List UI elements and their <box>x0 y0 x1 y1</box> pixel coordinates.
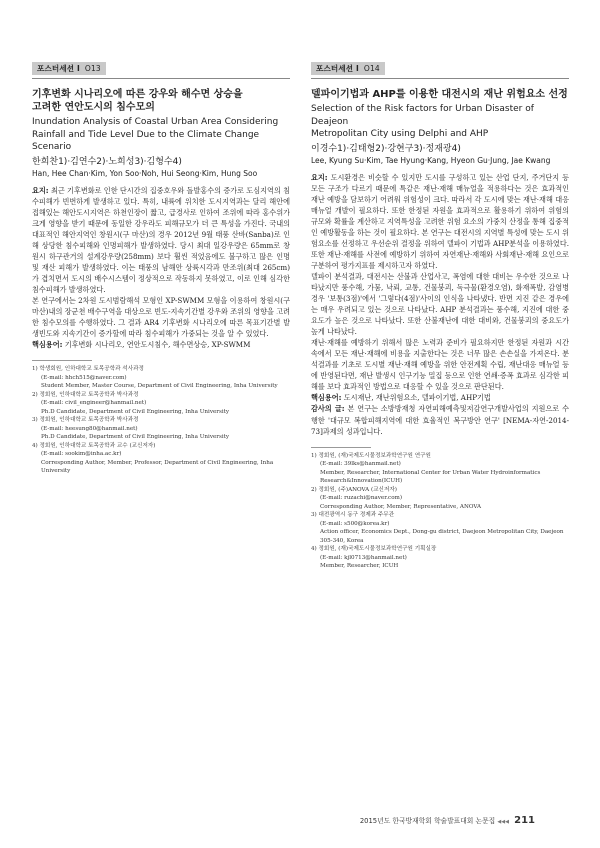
article-title-ko: 델파이기법과 AHP를 이용한 대전시의 재난 위험요소 선정 <box>311 89 568 100</box>
footnote <box>32 416 290 442</box>
footnote-head <box>32 442 290 451</box>
right-article <box>311 56 569 571</box>
session-header <box>32 56 290 75</box>
footnote-line: Member, Researcher, International Center for Urban Water Hydroinformatics Research&Innovation(ICUH) <box>320 469 541 485</box>
left-article <box>32 56 290 476</box>
footnote-line: Member, Researcher, ICUH <box>320 563 399 570</box>
footnote-number: 1) <box>311 452 317 459</box>
session-label: 포스터세션 Ⅰ O13 <box>32 62 106 75</box>
footnote-affiliation: 정회원, (주)ANOVA (교신저자) <box>318 486 397 493</box>
authors-ko: 한희찬1)·김연수2)·노희성3)·김형수4) <box>32 156 182 167</box>
article-title-en: Selection of the Risk factors for Urban Disaster of Deajeon Metropolitan City using Delphi and AHP <box>311 104 534 139</box>
footnote-number: 1) <box>32 366 38 373</box>
authors-en: Lee, Kyung Su·Kim, Tae Hyung·Kang, Hyeon Gu·Jung, Jae Kwang <box>311 155 551 165</box>
session-label: 포스터세션 Ⅰ O14 <box>311 62 385 75</box>
acknowledgement: 감사의 글: 본 연구는 소방방재청 자연피해예측및저감연구개발사업의 지원으로 수행한 '대규모 복합피해지역에 대한 효율적인 복구방안 연구' [NEMA-자연-2014-73]과제의 성과입니다. <box>311 404 569 436</box>
footnote-head <box>32 391 290 400</box>
footnote-affiliation: 정회원, 인하대학교 토목공학과 박사과정 <box>39 417 139 424</box>
footnote <box>311 486 569 512</box>
footnote-line: Action officer, Economics Dept., Dong-gu district, Daejeon Metropolitan City, Daejeon 305-340, Korea <box>320 529 564 544</box>
footnote-rule <box>311 447 371 448</box>
footnote-line: (E-mail: hhch515@naver.com) <box>41 374 127 381</box>
footnote-head <box>32 365 290 374</box>
footnote-number: 3) <box>32 417 38 424</box>
footnote-number: 4) <box>311 546 317 553</box>
footnote-line: (E-mail: sookim@inha.ac.kr) <box>41 451 122 458</box>
footnote-line: (E-mail: 39lks@hanmail.net) <box>320 461 401 468</box>
conference-name: 2015년도 한국방재학회 학술발표대회 논문집 <box>359 817 496 825</box>
footnote-line: Ph.D Candidate, Department of Civil Engineering, Inha University <box>41 408 230 415</box>
article-title-ko: 기후변화 시나리오에 따른 강우와 해수면 상승을 고려한 연안도시의 침수모의 <box>32 89 243 113</box>
footnote-line: (E-mail: kjl0713@hanmail.net) <box>320 554 407 561</box>
page-footer <box>360 815 535 826</box>
footnote <box>32 391 290 417</box>
footnote <box>311 511 569 545</box>
footnote-line: (E-mail: s500@korea.kr) <box>320 520 390 527</box>
header-rule <box>311 78 569 79</box>
footnote-affiliation: 정회원, (재)국제도시물정보과학연구원 기획실장 <box>318 546 437 553</box>
footnote-affiliation: 정회원, (재)국제도시물정보과학연구원 연구원 <box>318 452 431 459</box>
footnote-affiliation: 학생회원, 인하대학교 토목공학과 석사과정 <box>39 366 144 373</box>
page-number: 211 <box>514 815 535 826</box>
footnote-head <box>311 511 569 520</box>
header-rule <box>32 78 290 79</box>
keywords: 핵심용어: 기후변화 시나리오, 연안도시침수, 해수면상승, XP-SWMM <box>32 340 251 350</box>
footnote-affiliation: 대전광역시 동구 경제과 주무관 <box>318 512 395 519</box>
footnote-number: 2) <box>311 486 317 493</box>
footnote-head <box>311 486 569 495</box>
session-header <box>311 56 569 75</box>
footnote <box>311 452 569 486</box>
footnote-affiliation: 정회원, 인하대학교 토목공학과 박사과정 <box>39 391 139 398</box>
footnote-number: 3) <box>311 512 317 519</box>
article-title-en: Inundation Analysis of Coastal Urban Area Considering Rainfall and Tide Level Due to the Climate Change Scenario <box>32 117 279 152</box>
authors-en: Han, Hee Chan·Kim, Yon Soo·Noh, Hui Seong·Kim, Hung Soo <box>32 168 258 178</box>
footnote-line: (E-mail: ruzachi@naver.com) <box>320 495 403 502</box>
footnote-number: 2) <box>32 391 38 398</box>
footnote-rule <box>32 360 92 361</box>
footnote-line: Ph.D Candidate, Department of Civil Engineering, Inha University <box>41 434 230 441</box>
authors-ko: 이경수1)·김태형2)·강현구3)·정재광4) <box>311 143 461 154</box>
footnote-head <box>32 416 290 425</box>
footnote-head <box>311 545 569 554</box>
footnote-line: Corresponding Author, Member, Representative, ANOVA <box>320 503 482 510</box>
footnotes <box>32 365 290 476</box>
abstract: 요지: 최근 기후변화로 인한 단시간의 집중호우와 돌발홍수의 증가로 도심지역의 침수피해가 빈번하게 발생하고 있다. 특히, 내륙에 위치한 도시지역과는 달리 해안에 접해있는 해안도시지역은 하천인장이 짧고, 급경사로 인하여 조위에 따라 홍수위가 크게 영향을 받기 때문에 동일한 강우라도 피해규모가 더 큰 특성을 가진다. 국내의 대표적인 해안지역인 창원시(구 마산)의 경우 2012년 9월 태풍 산바(Sanba)로 인해 상당한 침수피해와 인명피해가 발생하였다. 당시 최대 일강우량은 65mm로 창원시 하구관거의 설계강우량(258mm) 보다 훨씬 적었음에도 불구하고 많은 인명 및 재산 피해가 발생하였다. 이는 태풍의 남해안 상륙시각과 만조위(최대 265cm)가 겹치면서 도시의 배수시스템이 정상적으로 작동하지 못하였고, 이로 인해 심각한 침수피해가 발생하였다. 본 연구에서는 2차원 도시범람해석 모형인 XP-SWMM 모형을 이용하여 창원시(구 마산)내의 장군천 배수구역을 대상으로 빈도-지속기간별 강우와 조위의 영향을 고려한 침수모의를 수행하였다. 그 결과 AR4 기후변화 시나리오에 따른 목표기간별 발생빈도와 지속기간이 증가할에 따라 침수피해가 가중되는 것을 알 수 있었다. 핵심용어: 기후변화 시나리오, 연안도시침수, 해수면상승, XP-SWMM <box>32 185 290 350</box>
footnote-line: Student Member, Master Course, Department of Civil Engineering, Inha University <box>41 383 278 390</box>
footnotes <box>311 452 569 571</box>
footnote-head <box>311 452 569 461</box>
footnote-number: 4) <box>32 442 38 449</box>
footnote <box>32 442 290 476</box>
footnote-line: (E-mail: civil_engineer@hanmail.net) <box>41 400 147 407</box>
footnote <box>311 545 569 571</box>
footnote-affiliation: 정회원, 인하대학교 토목공학과 교수 (교신저자) <box>39 442 156 449</box>
footer-marks: ◀◀◀ <box>497 819 509 825</box>
footnote-line: Corresponding Author, Member, Professor, Department of Civil Engineering, Inha University <box>41 459 274 475</box>
footnote <box>32 365 290 391</box>
abstract: 요지: 도시환경은 비슷할 수 있지만 도시를 구성하고 있는 산업 단지, 주거단지 등 모든 구조가 다르기 때문에 특같은 재난·재해 매뉴얼을 적용하다는 것은 효과적인 재난 예방을 담보하기 어려워 위험성이 크다. 따라서 각 도시에 맞는 재난·재해 대응 매뉴얼 개발이 필요하다. 또한 한정된 자원을 효과적으로 활용하기 위하여 위험의 규모와 확률을 계산하고 지역특성을 고려한 위험 요소의 가중치 산정을 통해 집중적인 예방활동을 하는 것이 필요하다. 본 연구는 대전시의 지역별 특성에 맞는 도시 위험요소를 선정하고 우선순위 결정을 위하여 델파이 기법과 AHP분석을 이용하였다. 또한 재난·재해를 사전에 예방하기 위하여 자연재난·재해와 사회재난·재해 요인으로 구분하여 평가지표를 제시하고자 하였다. 델파이 분석결과, 대전시는 산불과 산업사고, 폭염에 대한 대비는 우수한 것으로 나타났지만 풍수해, 가뭄, 낙뢰, 교통, 건물붕괴, 독극물(환경오염), 화재폭발, 감염병 경우 '보통(3점)'에서 '그렇다(4점)'사이의 인식을 나타냈다. 반면 지진 같은 경우에는 매우 우려되고 있는 것으로 나타났다. AHP 분석결과는 풍수해, 지진에 대한 중요도가 높은 것으로 나타났다. 또한 산불재난에 대한 대비와, 건물붕괴의 중요도가 높게 나타났다. 재난·재해를 예방하기 위해서 많은 노력과 준비가 필요하지만 한정된 자원과 시간 속에서 모든 재난·재해에 비용을 지출한다는 것은 너무 많은 손손실을 가져온다. 분석결과를 기초로 도시별 재난·재해 예방을 위한 안전계획 수립, 재난대응 매뉴얼 등에 반영된다면, 재난 발생시 인구기능 밀집 등으로 인한 연쇄·증폭 효과로 심각한 피해를 보다 효과적인 방법으로 대응할 수 있을 것으로 판단된다. 핵심용어: 도시재난, 재난위험요소, 델파이기법, AHP기법 감사의 글: 본 연구는 소방방재청 자연피해예측및저감연구개발사업의 지원으로 수행한 '대규모 복합피해지역에 대한 효율적인 복구방안 연구' [NEMA-자연-2014-73]과제의 성과입니다. <box>311 172 569 436</box>
footnote-line: (E-mail: heesung80@hanmail.net) <box>41 425 138 432</box>
keywords: 핵심용어: 도시재난, 재난위험요소, 델파이기법, AHP기법 <box>311 393 491 403</box>
